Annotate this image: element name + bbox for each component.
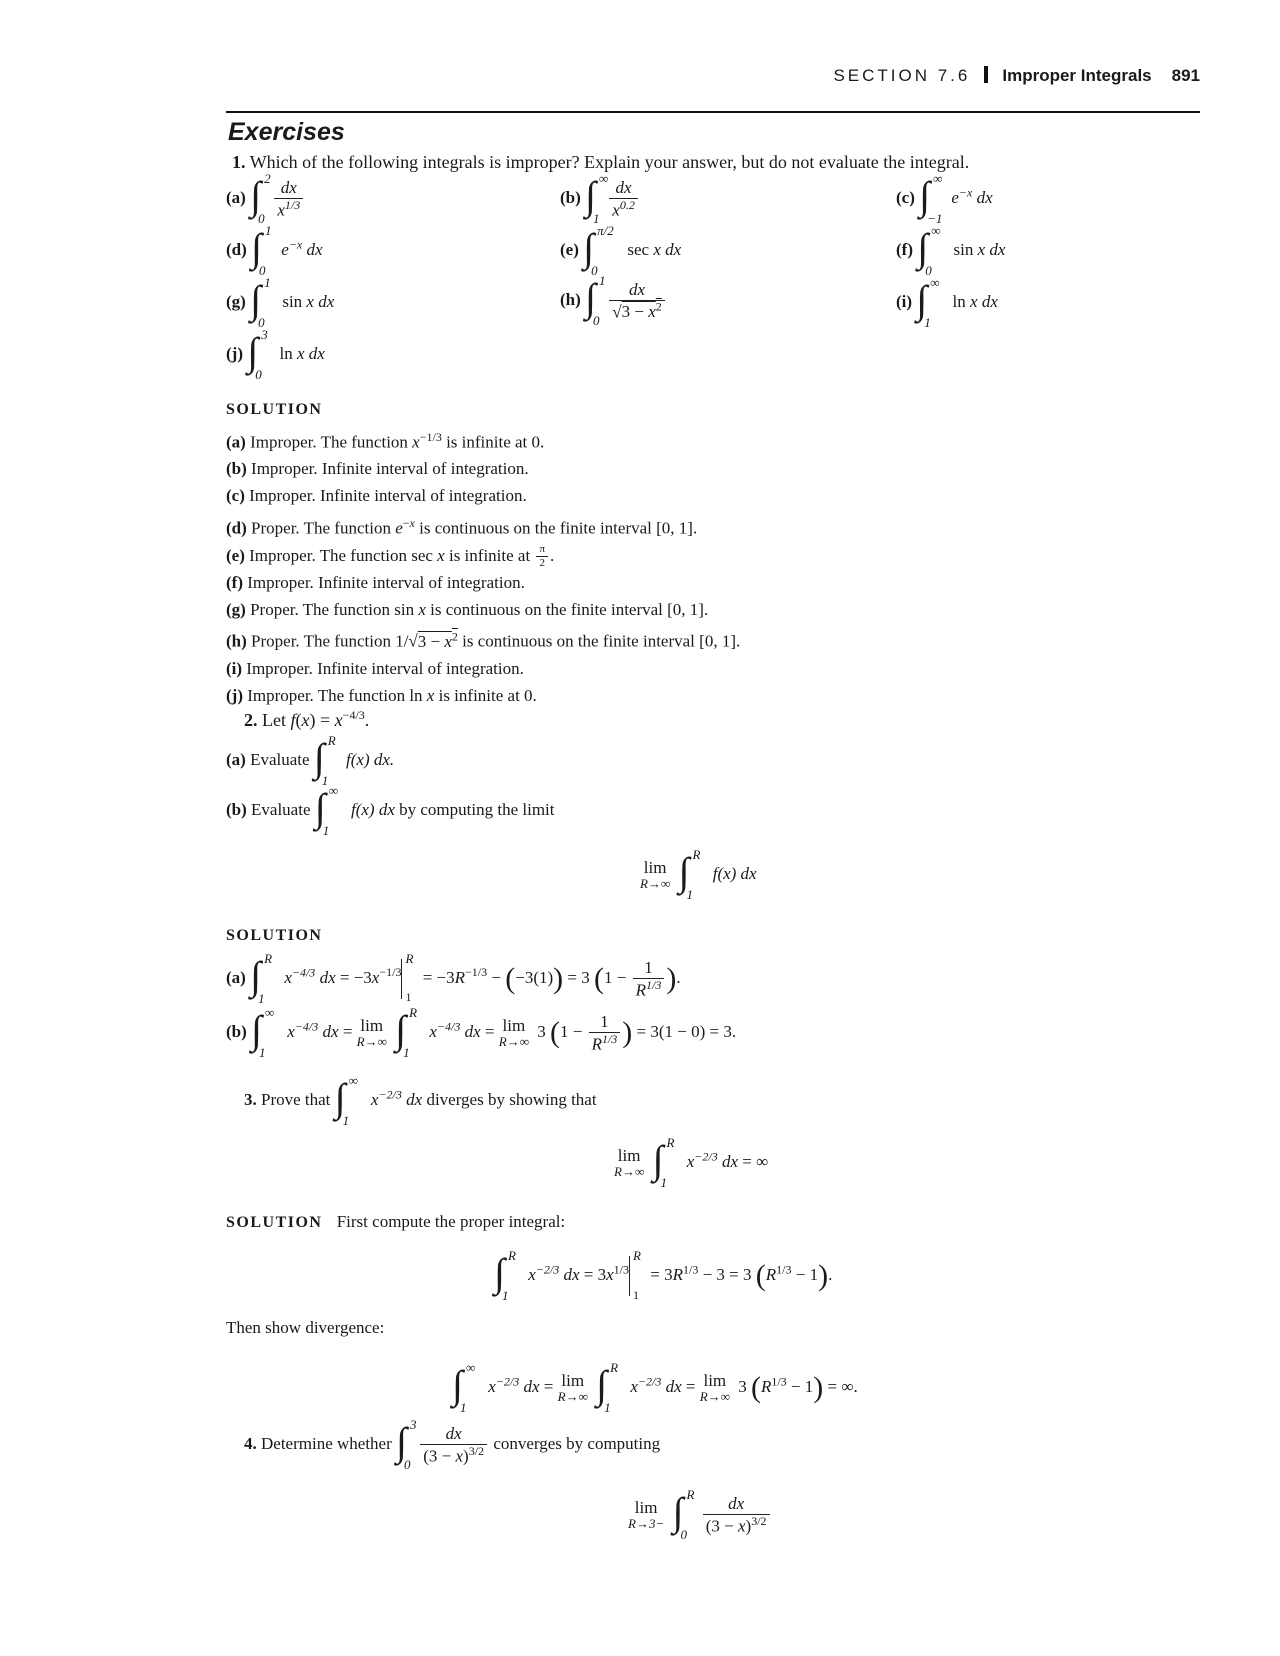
q1-answers — [226, 424, 740, 709]
q1-part-d: (d) ∫ 1 0 $e^{-x}$ dx — [226, 234, 323, 268]
q1-text: Which of the following integrals is improper? Explain your answer, but do not evaluate the integral. — [249, 152, 970, 172]
q2-solution-label: SOLUTION — [226, 927, 323, 944]
q1-part-i: (i) ∫ ∞ 1 ln x dx — [896, 286, 998, 320]
q3-solution — [226, 1212, 565, 1232]
answer-e: (e) Improper. The function sec x is infinite at $\frac{\pi}{2}$ . — [226, 543, 555, 570]
q1-part-b: (b) ∫ ∞ 1 $\frac{dx}{x^{0.2}}$ — [560, 178, 640, 220]
answer-h: (h) Proper. The function $1/√3 - x^2$ is continuous on the finite interval [0, 1]. — [226, 629, 741, 651]
q3-then-text: Then show divergence: — [226, 1318, 385, 1337]
answer-f: (f) Improper. Infinite interval of integration. — [226, 572, 525, 592]
q1-solution-label: SOLUTION — [226, 401, 323, 418]
answer-d: (d) Proper. The function $e^{-x}$ is continuous on the finite interval [0, 1]. — [226, 516, 698, 538]
q2-limit-display: lim R→∞ ∫ R 1 f(x) dx — [640, 858, 757, 892]
q1-part-c: (c) ∫ ∞ −1 $e^{-x}$ dx — [896, 182, 993, 216]
section-label: SECTION 7.6 — [833, 66, 971, 85]
running-header — [0, 66, 1200, 88]
answer-i: (i) Improper. Infinite interval of integration. — [226, 658, 524, 678]
q1-part-h: (h) ∫ 1 0 $\frac{dx}{√3 - x^2}$ — [560, 280, 667, 322]
q2-solution-b: (b) ∫ ∞ 1 $x^{-4/3}$ dx = lim R→∞ ∫ R 1 $x^{-4/3}$ dx = lim R→∞ 3 (1 − $\frac{1}{R^{1/3}}$ ) = 3(1 − 0) = 3. — [226, 1012, 736, 1054]
answer-a: (a) Improper. The function $x^{-1/3}$ is infinite at 0. — [226, 430, 545, 452]
page-number: 891 — [1171, 66, 1200, 85]
answer-g: (g) Proper. The function sin x is continuous on the finite interval [0, 1]. — [226, 599, 709, 619]
q1-number: 1. — [232, 152, 246, 172]
q4-prompt: 4. Determine whether ∫ 3 0 $\frac{dx}{(3 - x)^{3/2}}$ converges by computing — [244, 1424, 660, 1466]
q1-part-g: (g) ∫ 1 0 sin x dx — [226, 286, 334, 320]
answer-b: (b) Improper. Infinite interval of integration. — [226, 459, 529, 479]
q2-part-a: (a) Evaluate ∫ R 1 f(x) dx. — [226, 744, 394, 778]
q2-part-b: (b) Evaluate ∫ ∞ 1 f(x) dx by computing the limit — [226, 794, 555, 828]
q3-limit-display: lim R→∞ ∫ R 1 $x^{-2/3}$ dx = ∞ — [614, 1146, 768, 1180]
header-divider — [984, 66, 988, 83]
q1-part-f: (f) ∫ ∞ 0 sin x dx — [896, 234, 1005, 268]
answer-c: (c) Improper. Infinite interval of integration. — [226, 486, 527, 506]
q3-equation-2: ∫ ∞ 1 $x^{-2/3}$ dx = lim R→∞ ∫ R 1 $x^{-2/3}$ dx = lim R→∞ 3 $(R^{1/3} - 1)$ = ∞. — [452, 1370, 858, 1406]
q1-part-j: (j) ∫ 3 0 ln x dx — [226, 338, 325, 372]
q1-part-e: (e) ∫ π/2 0 sec x dx — [560, 234, 681, 268]
section-topic: Improper Integrals — [1002, 66, 1152, 85]
q3-prompt: 3. Prove that ∫ ∞ 1 $x^{-2/3}$ dx diverges by showing that — [244, 1084, 597, 1118]
q1-part-a: (a) ∫ 2 0 $\frac{dx}{x^{1/3}}$ — [226, 178, 305, 220]
q3-equation-1: ∫ R 1 $x^{-2/3}$ dx = $3x^{1/3}$ R 1 = $3R^{1/3} - 3 = 3$ $(R^{1/3} - 1)$. — [494, 1256, 832, 1296]
answer-j: (j) Improper. The function ln x is infinite at 0. — [226, 685, 537, 705]
q2-prompt: 2. Let $f(x) = x^{-4/3}$. — [244, 708, 370, 730]
header-rule — [226, 111, 1200, 113]
exercises-title: Exercises — [228, 118, 345, 146]
q3-solution-text: First compute the proper integral: — [336, 1212, 566, 1231]
q2-solution-a: (a) ∫ R 1 $x^{-4/3}$ dx = $-3x^{-1/3}$ R 1 = $-3R^{-1/3} - (-3(1)) = 3$ (1 − $\frac{1}{R^{1/3}}$ ). — [226, 958, 681, 1000]
q4-limit-display: lim R→3− ∫ R 0 $\frac{dx}{(3 - x)^{3/2}}$ — [628, 1494, 772, 1536]
q3-solution-label: SOLUTION — [226, 1214, 323, 1231]
